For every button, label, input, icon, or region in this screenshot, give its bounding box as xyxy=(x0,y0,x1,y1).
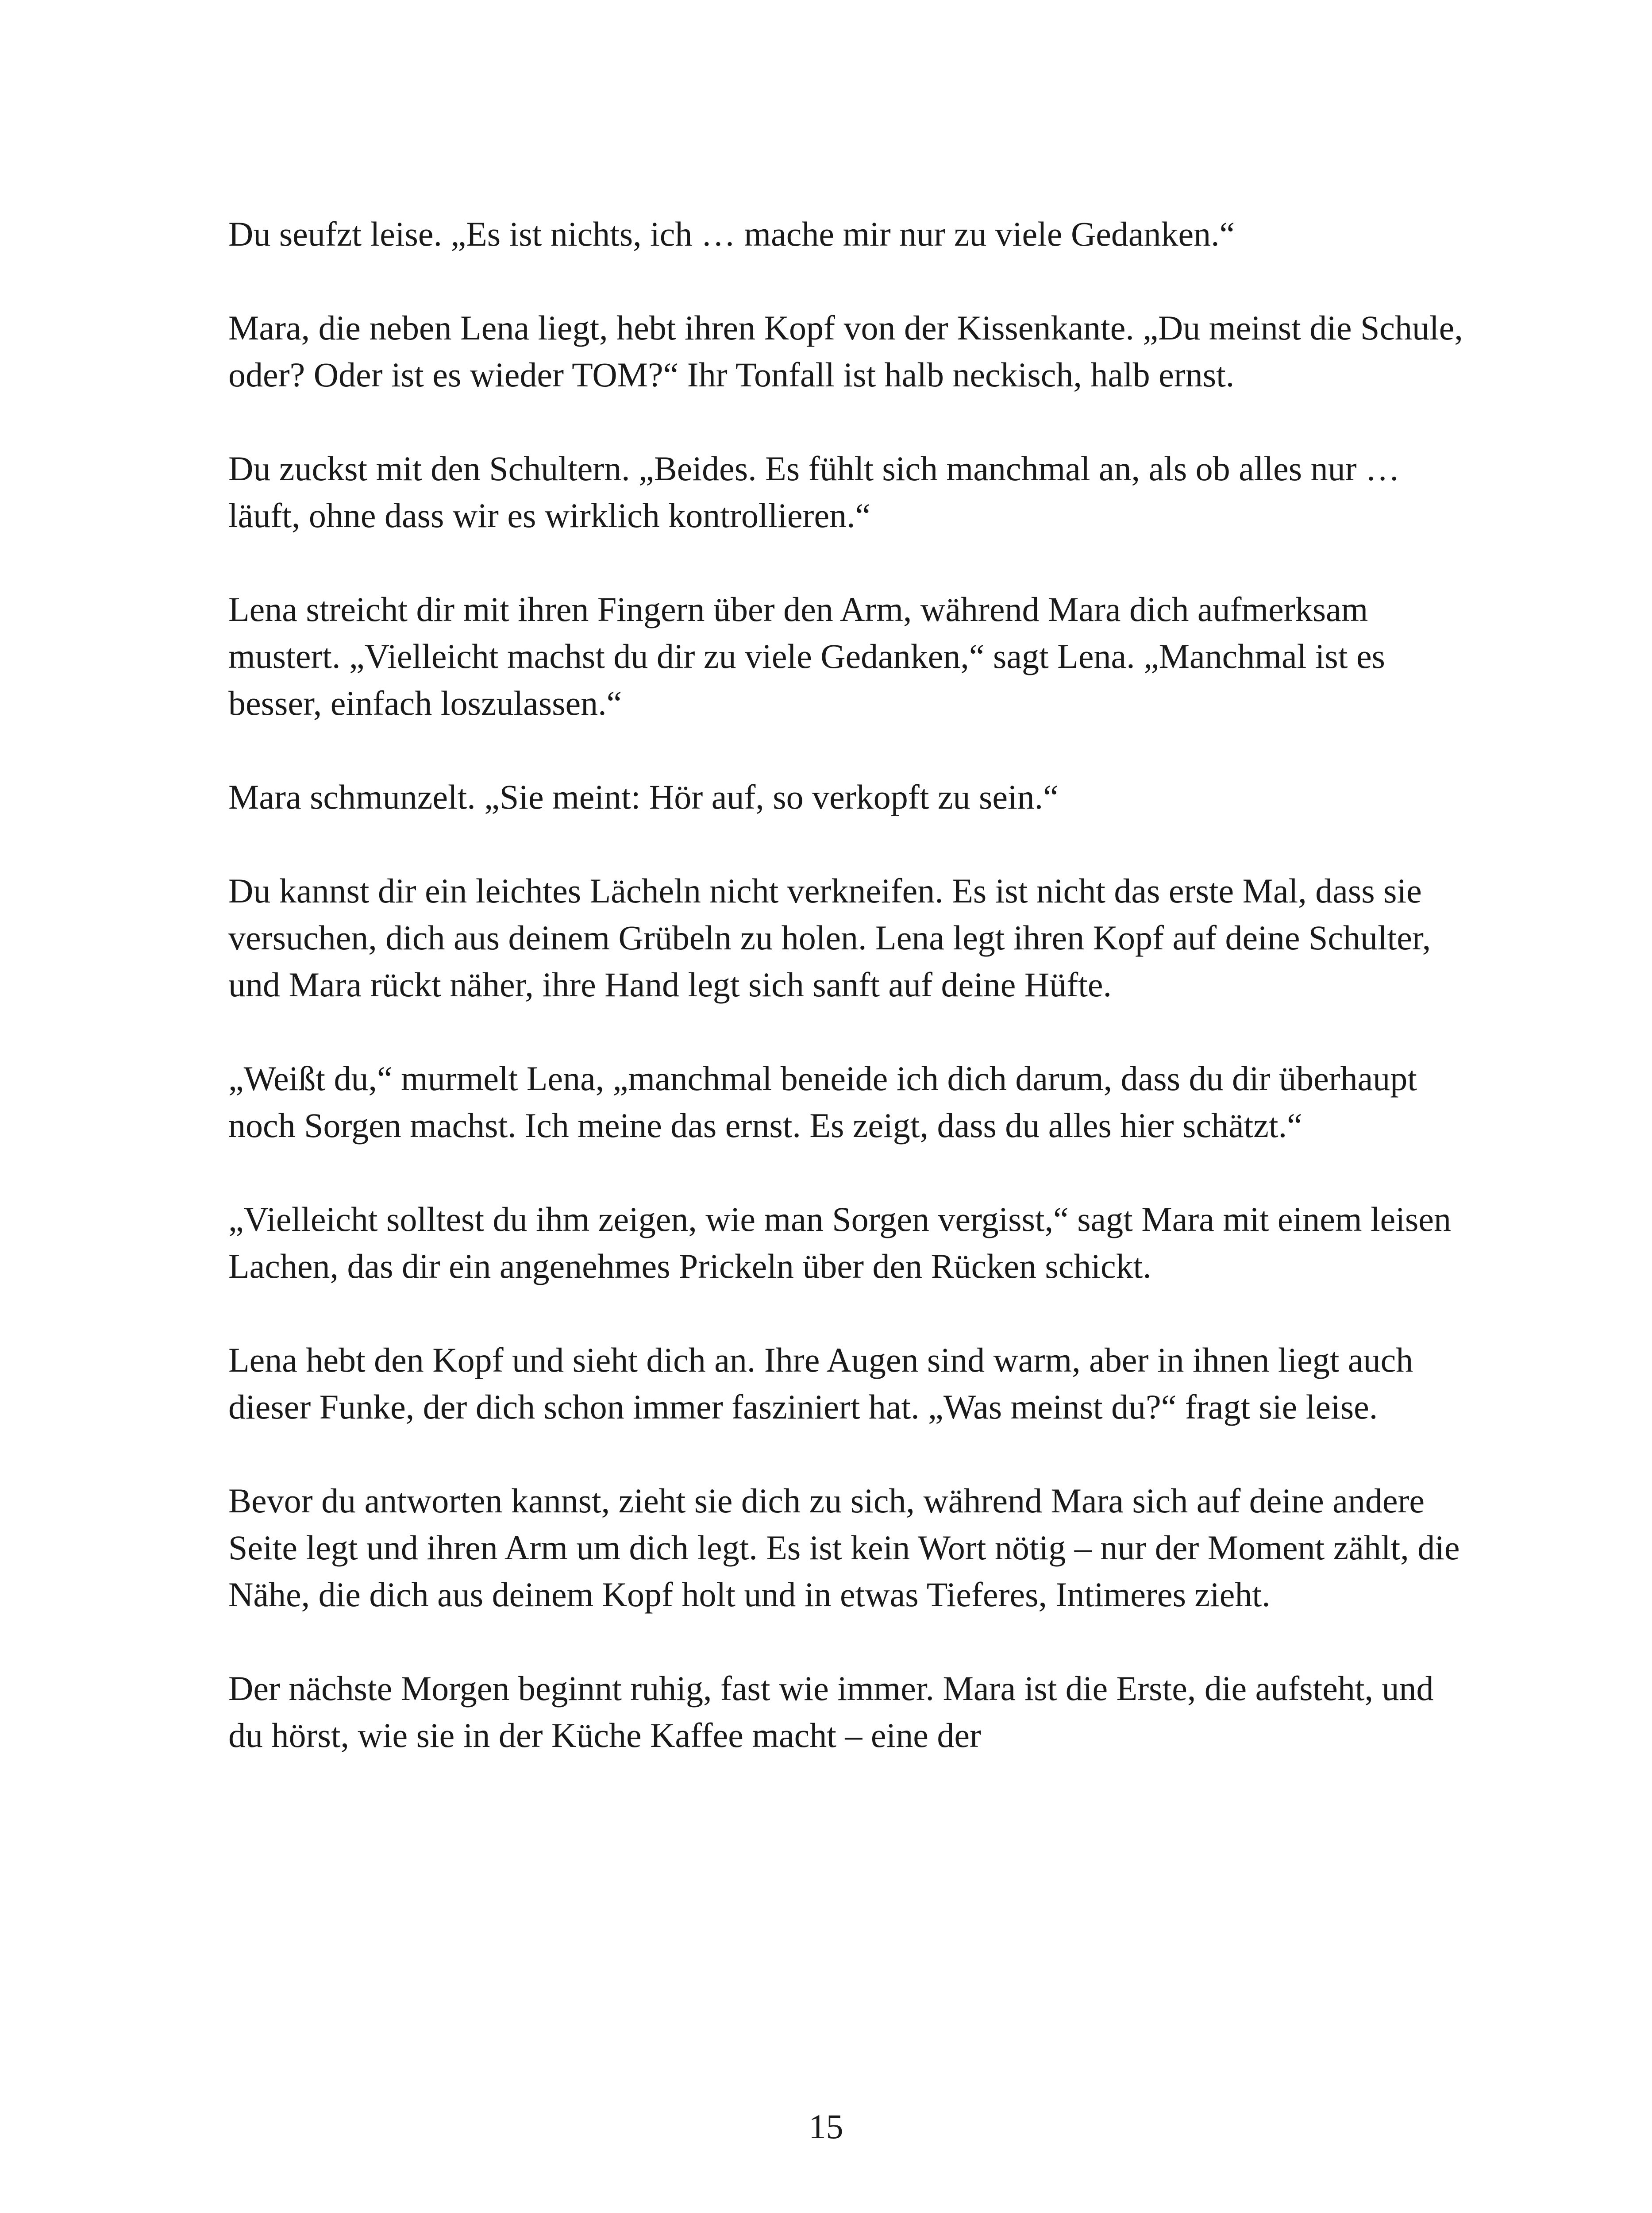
paragraph: Mara schmunzelt. „Sie meint: Hör auf, so verkopft zu sein.“ xyxy=(228,778,1059,816)
body-text xyxy=(228,211,1467,1759)
paragraph: Bevor du antworten kannst, zieht sie dich zu sich, während Mara sich auf deine andere Seite legt und ihren Arm um dich legt. Es ist kein Wort nötig – nur der Moment zählt, die Nähe, die dich aus deinem Kopf holt und in etwas Tieferes, Intimeres zieht. xyxy=(228,1481,1460,1614)
paragraph: „Weißt du,“ murmelt Lena, „manchmal beneide ich dich darum, dass du dir überhaupt noch Sorgen machst. Ich meine das ernst. Es zeigt, dass du alles hier schätzt.“ xyxy=(228,1059,1417,1145)
paragraph: Mara, die neben Lena liegt, hebt ihren Kopf von der Kissenkante. „Du meinst die Schule, oder? Oder ist es wieder TOM?“ Ihr Tonfall ist halb neckisch, halb ernst. xyxy=(228,308,1463,394)
paragraph: Der nächste Morgen beginnt ruhig, fast wie immer. Mara ist die Erste, die aufsteht, und du hörst, wie sie in der Küche Kaffee macht – eine der xyxy=(228,1669,1434,1754)
paragraph: Du seufzt leise. „Es ist nichts, ich … mache mir nur zu viele Gedanken.“ xyxy=(228,215,1235,253)
paragraph: Du kannst dir ein leichtes Lächeln nicht verkneifen. Es ist nicht das erste Mal, dass sie versuchen, dich aus deinem Grübeln zu holen. Lena legt ihren Kopf auf deine Schulter, und Mara rückt näher, ihre Hand legt sich sanft auf deine Hüfte. xyxy=(228,871,1431,1004)
paragraph: Lena streicht dir mit ihren Fingern über den Arm, während Mara dich aufmerksam mustert. „Vielleicht machst du dir zu viele Gedanken,“ sagt Lena. „Manchmal ist es besser, einfach loszulassen.“ xyxy=(228,590,1385,722)
page-number: 15 xyxy=(809,2107,843,2146)
paragraph: Du zuckst mit den Schultern. „Beides. Es fühlt sich manchmal an, als ob alles nur … läuft, ohne dass wir es wirklich kontrollieren.“ xyxy=(228,449,1400,535)
paragraph: „Vielleicht solltest du ihm zeigen, wie man Sorgen vergisst,“ sagt Mara mit einem leisen Lachen, das dir ein angenehmes Prickeln über den Rücken schickt. xyxy=(228,1200,1451,1285)
paragraph: Lena hebt den Kopf und sieht dich an. Ihre Augen sind warm, aber in ihnen liegt auch dieser Funke, der dich schon immer fasziniert hat. „Was meinst du?“ fragt sie leise. xyxy=(228,1341,1413,1426)
